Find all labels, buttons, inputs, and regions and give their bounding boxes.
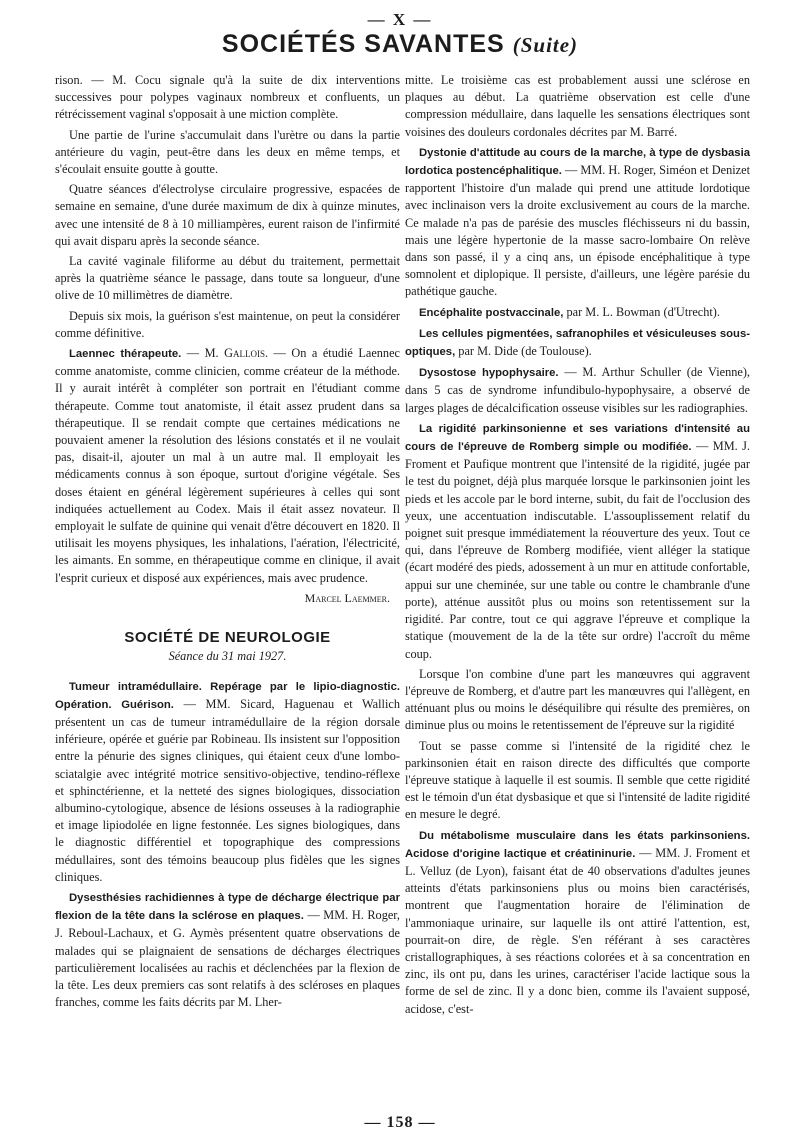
- article-title: Du métabolisme musculaire dans les états parkinsoniens. Acidose d'origine lactique et créatininurie.: [405, 829, 750, 860]
- article-title: Laennec thérapeute.: [69, 348, 182, 361]
- paragraph: [405, 304, 750, 322]
- article-text: — MM. Sicard, Haguenau et Wallich présentent un cas de tumeur intramédullaire de la région dorsale inférieure, opérée et guérie par Robineau. Ils insistent sur l'opposition entre la pénurie des signes cliniques, qui étaient ceux d'une lombo-sciatalgie avec intégrité motrice sensitivo-objective, tendino-réflexe et sphinctérienne, et la netteté des signes biologiques, dissociation albumino-cytologique, absence de lésions osseuses à la radiographie et image lipiodolée en ligne festonnée. Les signes biologiques, dans le diagnostic différentiel et topographique des compressions médullaires, sont des témoins beaucoup plus fidèles que les signes cliniques.: [55, 696, 400, 884]
- author-name: M. Gallois.: [204, 346, 269, 361]
- paragraph: [405, 420, 750, 663]
- paragraph: [405, 827, 750, 1018]
- article-title: Les cellules pigmentées, safranophiles et vésiculeuses sous-optiques,: [405, 327, 750, 359]
- paragraph: Une partie de l'urine s'accumulait dans l'urètre ou dans la partie antérieure du vagin, peut-être dans les deux en même temps, et s'écoulait ensuite goutte à goutte.: [55, 127, 400, 177]
- header-suite: (Suite): [512, 33, 579, 57]
- article-text: — MM. J. Froment et L. Velluz (de Lyon), faisant état de 40 observations d'adultes jeunes atteints d'états parkinsoniens plus ou moins bien caractérisés, montrent que l'augmentation horaire de l'élimination de l'ammoniaque urinaire, sur laquelle ils ont attiré l'attention, est, pourrait-on dire, de règle. S'en référant à ses caractères cristallographiques, à ses réactions colorées et à sa concentration en zinc, ils ont pu, dans les urines, caractériser l'acide lactique sous la forme de sel de zinc. Il y a donc bien, comme ils l'avaient supposé, acidose, c'est-: [405, 845, 751, 1016]
- left-column: [55, 72, 400, 1014]
- article-text: par M. Dide (de Toulouse).: [458, 344, 592, 359]
- article-text: — M. Arthur Schuller (de Vienne), dans 5 cas de syndrome infundibulo-hypophysaire, a observé de larges plages de décalcification osseuse visibles sur les radiographies.: [405, 365, 750, 415]
- section-title: SOCIÉTÉ DE NEUROLOGIE: [124, 629, 331, 647]
- paragraph: [405, 144, 750, 301]
- paragraph: Quatre séances d'électrolyse circulaire progressive, espacées de semaine en semaine, d'une durée maximum de dix à quinze minutes, avec une intensité de 8 à 10 milliampères, eurent raison de l'infirmité qui avait disparu après la seconde séance.: [55, 182, 400, 248]
- article-text: — MM. J. Froment et Paufique montrent que l'intensité de la rigidité, jugée par le test du poignet, déjà plus marquée lorsque le parkinsonien joint les pieds et les accole par le bord interne, subit, du fait de l'occlusion des yeux, une accentuation indiscutable. L'assouplissement relatif du poignet suit presque immédiatement la réouverture des yeux. Tout ce qui, dans l'épreuve de Romberg modifiée, vient alléger la statique (écart modéré des pieds, adossement à un mur en attitude confortable, appui sur une cheminée, sur une table ou contre le chambranle d'une porte), atténue aussitôt plus ou moins son retentissement sur la rigidité. Par contre, tout ce qui aggrave l'épreuve et complique la statique (mouvement de la de la tête sur ordre) l'accroît du même coup.: [405, 439, 751, 661]
- paragraph: rison. — M. Cocu signale qu'à la suite de dix interventions successives pour polypes vaginaux nombreux et confluents, un rétrécissement vaginal s'opposait à une miction complète.: [55, 73, 400, 122]
- article-title: La rigidité parkinsonienne et ses variations d'intensité au cours de l'épreuve de Romberg simple ou modifiée.: [405, 422, 750, 454]
- paragraph: Depuis six mois, la guérison s'est maintenue, on peut la considérer comme définitive.: [55, 308, 400, 340]
- paragraph: [405, 364, 750, 417]
- article-title: Dysesthésies rachidiennes à type de décharge électrique par flexion de la tête dans la sclérose en plaques.: [55, 891, 400, 923]
- page-roman-numeral: — X —: [367, 10, 433, 29]
- paragraph: Tout se passe comme si l'intensité de la rigidité chez le parkinsonien était en raison directe des difficultés que comporte l'épreuve statique à laquelle il est soumis. Il semble que cette rigidité est le témoin d'un état dysbasique et que si l'intensité de ladite rigidité en mesure le degré.: [405, 738, 750, 822]
- page-number: — 158 —: [364, 1114, 436, 1131]
- article-title: Tumeur intramédullaire. Repérage par le lipio-diagnostic. Opération. Guérison.: [55, 680, 400, 711]
- paragraph: [55, 678, 400, 886]
- paragraph: Laennec thérapeute. — M. Gallois. — On a étudié Laennec comme anatomiste, comme clinicien, comme créateur de la méthode. Il y aurait intérêt à compléter son portrait en l'étudiant comme thérapeute. Comme tout anatomiste, il était assez prudent dans sa thérapeutique. Il se rendait compte que certaines médications ne pouvaient amener la résolution des lésions constatés et il ne voulait pas, disait-il, ajouter un mal à un autre mal. Il employait les médicaments connus à son époque, surtout d'origine végétale. Ses doses étaient en général légèrement supérieures à celles qui sont indiquées actuellement au Codex. Mais il était assez novateur. Il employait le sulfate de quinine qui venait d'être découvert en 1820. Il utilisait les moyens physiques, les inhalations, l'aération, l'électricité, les aimants. En somme, en thérapeutique comme en clinique, il avait l'esprit curieux et disposé aux expériences, mais avec prudence.: [55, 346, 400, 585]
- paragraph: Lorsque l'on combine d'une part les manœuvres qui aggravent l'épreuve de Romberg, et d'autre part les manœuvres qui l'allègent, en atténuant plus ou moins le déséquilibre qui résulte des premières, on diminue plus ou moins le retentissement de l'épreuve sur la rigidité: [405, 666, 750, 733]
- article-text: par M. L. Bowman (d'Utrecht).: [566, 304, 720, 319]
- signature: Marcel Laemmer.: [304, 590, 390, 605]
- right-column: [405, 72, 750, 1021]
- paragraph: [55, 889, 400, 1011]
- article-title: Encéphalite postvaccinale,: [419, 306, 564, 319]
- header-title: SOCIÉTÉS SAVANTES: [221, 30, 505, 58]
- paragraph: [405, 325, 750, 361]
- article-text: — MM. H. Roger, Siméon et Denizet rapportent l'histoire d'un malade qui prend une attitude lordotique avec inclinaison vers la droite exclusivement au cours de la marche. Ce malade n'a pas de parésie des muscles fléchisseurs ni du bassin, mais une légère hypertonie de la masse sacro-lombaire On relève dans son passé, il y a cinq ans, un épisode encéphalitique à type somnolent et diplopique. Il persiste, d'ailleurs, une légère parésie du pathétique gauche.: [405, 163, 750, 299]
- paragraph: mitte. Le troisième cas est probablement aussi une sclérose en plaques au début. La quatrième observation est celle d'une compression médullaire, dans laquelle les sensations électriques sont voisines des douleurs cordonales décrites par M. Barré.: [405, 73, 750, 139]
- article-title: Dystonie d'attitude au cours de la marche, à type de dysbasia lordotica postencéphalitique.: [405, 146, 750, 178]
- article-text: — MM. H. Roger, J. Reboul-Lachaux, et G. Aymès présentent quatre observations de malades qui se plaignaient de sensations de décharges électriques particulièrement localisées au rachis et déclenchées par la flexion de la tête. Les deux premiers cas sont relatifs à des scléroses en plaques franches, comme les faits décrits par M. Lher-: [55, 908, 400, 1010]
- article-title: Dysostose hypophysaire.: [419, 367, 559, 380]
- article-text: On a étudié Laennec comme anatomiste, comme clinicien, comme créateur de la méthode. Il y aurait intérêt à compléter son portrait en l'étudiant comme thérapeute. Comme tout anatomiste, il était assez prudent dans sa thérapeutique. Il se rendait compte que certaines médications ne pouvaient amener la résolution des lésions constatés et il ne voulait pas, disait-il, ajouter un mal à un autre mal. Il employait les médicaments connus à son époque, surtout d'origine végétale. Ses doses étaient en général légèrement supérieures à celles qui sont indiquées actuellement au Codex. Mais il était assez novateur. Il employait le sulfate de quinine qui venait d'être découvert en 1820. Il utilisait les moyens physiques, les inhalations, l'aération, l'électricité, les aimants. En somme, en thérapeutique comme en clinique, il avait l'esprit curieux et disposé aux expériences, mais avec prudence.: [55, 346, 400, 585]
- section-subtitle: Séance du 31 mai 1927.: [168, 649, 287, 664]
- page-header: [0, 30, 800, 59]
- paragraph: La cavité vaginale filiforme au début du traitement, permettait après la quatrième séance le passage, dans toute sa longueur, d'une olive de 10 millimètres de diamètre.: [55, 254, 400, 303]
